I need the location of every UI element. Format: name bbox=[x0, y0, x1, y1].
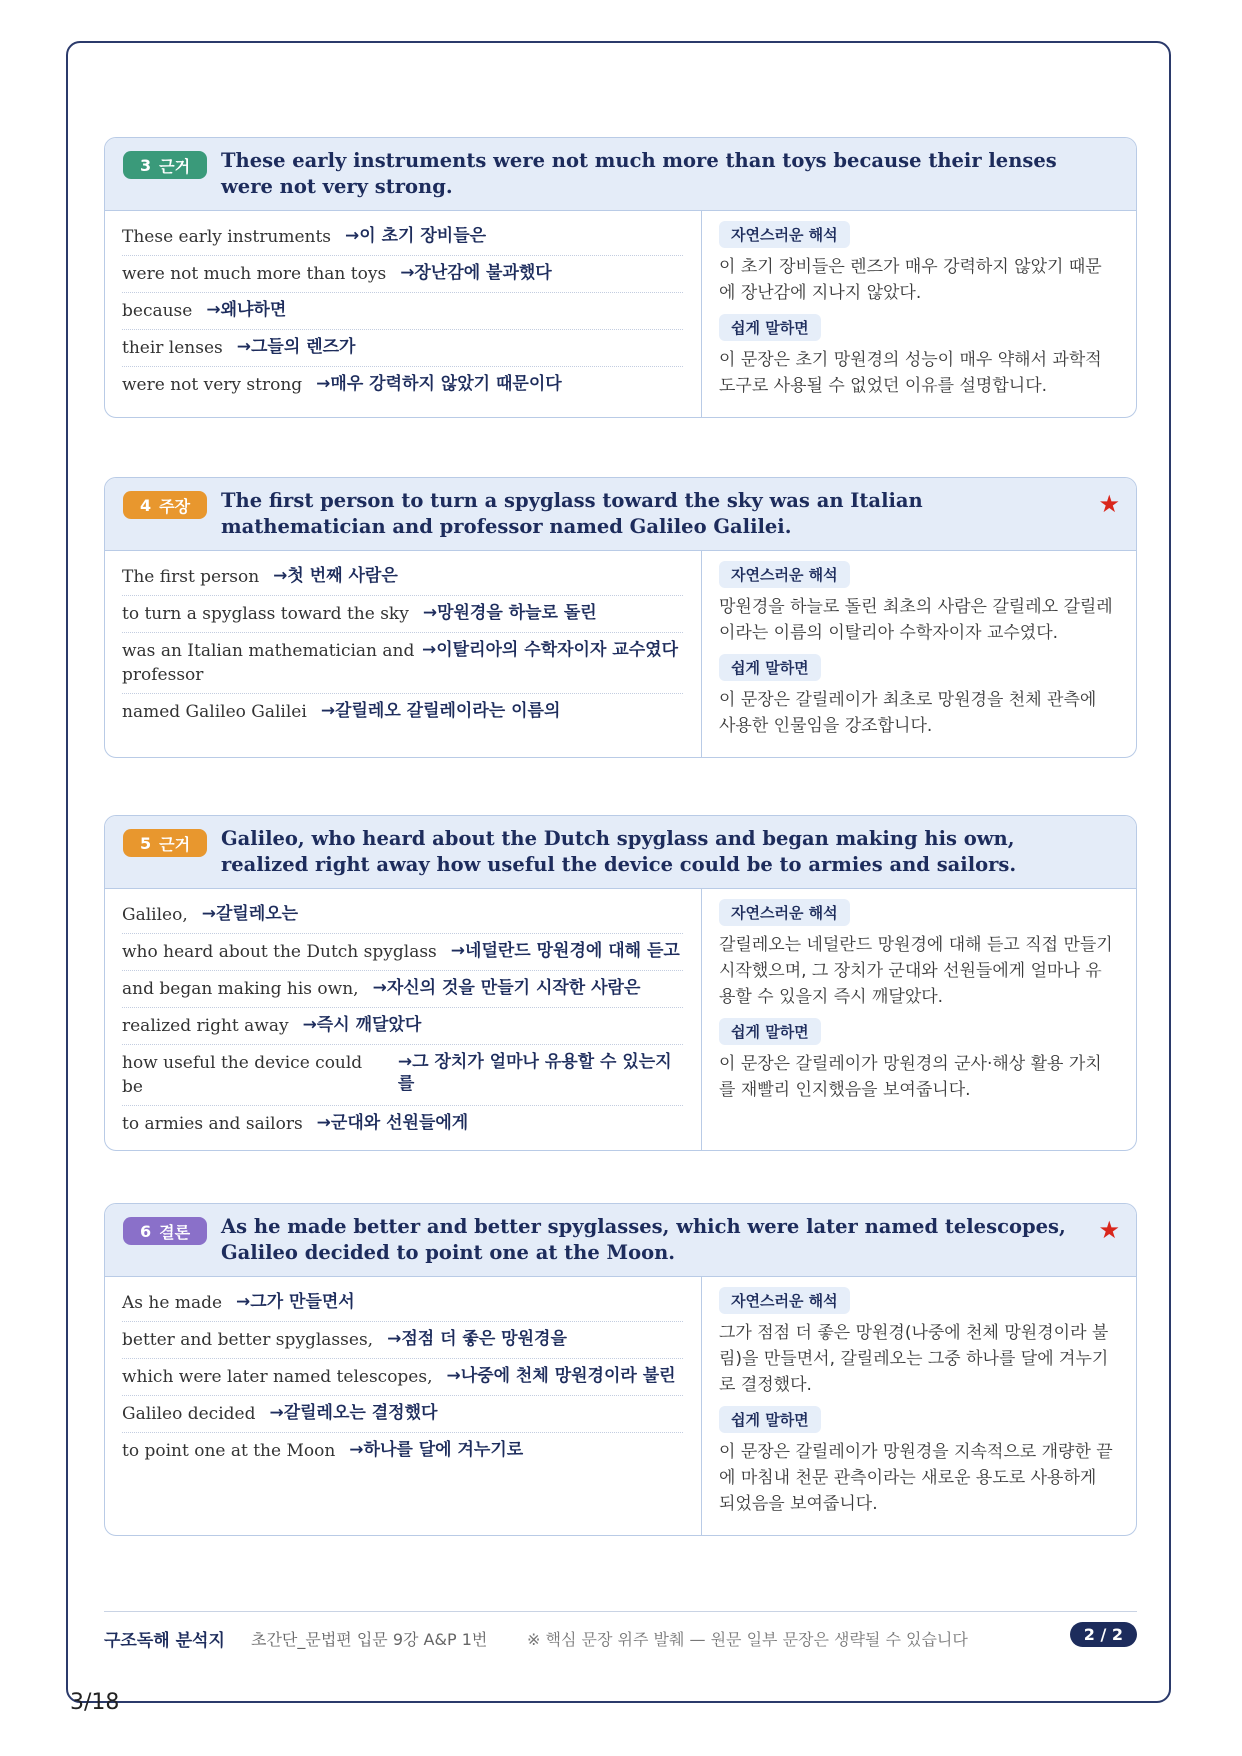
star-icon: ★ bbox=[1098, 490, 1120, 518]
viewer-page-number: 3/18 bbox=[70, 1690, 120, 1715]
chunk-row bbox=[122, 934, 683, 971]
natural-label: 자연스러운 해석 bbox=[719, 899, 850, 926]
chunk-ko: →매우 강력하지 않았기 때문이다 bbox=[316, 374, 562, 394]
sentence-badge bbox=[123, 491, 207, 519]
natural-translation: 그가 점점 더 좋은 망원경(나중에 천체 망원경이라 불림)을 만들면서, 갈릴레오는 그중 하나를 달에 겨누기로 결정했다. bbox=[719, 1323, 1109, 1395]
chunk-en: Galileo, bbox=[122, 905, 188, 925]
translation-panel bbox=[702, 211, 1136, 417]
badge-number: 6 bbox=[139, 1221, 152, 1241]
chunk-list bbox=[105, 889, 702, 1150]
sentence-card-6 bbox=[104, 1203, 1137, 1536]
easy-label: 쉽게 말하면 bbox=[719, 1018, 821, 1045]
chunk-en: were not very strong bbox=[122, 375, 303, 395]
chunk-row bbox=[122, 596, 683, 633]
chunk-row bbox=[122, 1106, 683, 1142]
chunk-row bbox=[122, 1008, 683, 1045]
sentence-text: These early instruments were not much more than toys because their lenses were not very strong. bbox=[221, 149, 1057, 198]
chunk-row bbox=[122, 559, 683, 596]
chunk-row bbox=[122, 256, 683, 293]
chunk-en: to turn a spyglass toward the sky bbox=[122, 604, 409, 624]
chunk-row bbox=[122, 1396, 683, 1433]
chunk-ko: →이탈리아의 수학자이자 교수였다 bbox=[422, 640, 678, 660]
chunk-en: their lenses bbox=[122, 338, 223, 358]
card-header bbox=[105, 478, 1136, 551]
sentence-badge bbox=[123, 1217, 207, 1245]
chunk-en: who heard about the Dutch spyglass bbox=[122, 942, 437, 962]
chunk-row bbox=[122, 1322, 683, 1359]
easy-explanation: 이 문장은 갈릴레이가 망원경을 지속적으로 개량한 끝에 마침내 천문 관측이라는 새로운 용도로 사용하게 되었음을 보여줍니다. bbox=[719, 1442, 1113, 1514]
chunk-row bbox=[122, 219, 683, 256]
badge-kind: 결론 bbox=[159, 1222, 191, 1242]
chunk-row bbox=[122, 694, 683, 730]
easy-explanation: 이 문장은 갈릴레이가 망원경의 군사·해상 활용 가치를 재빨리 인지했음을 보여줍니다. bbox=[719, 1054, 1102, 1100]
chunk-row bbox=[122, 1433, 683, 1469]
badge-number: 3 bbox=[139, 155, 152, 175]
chunk-en: As he made bbox=[122, 1293, 223, 1313]
chunk-ko: →자신의 것을 만들기 시작한 사람은 bbox=[372, 978, 641, 998]
chunk-en: better and better spyglasses, bbox=[122, 1330, 374, 1350]
sentence-badge bbox=[123, 829, 207, 857]
footer-source: 초간단_문법편 입문 9강 A&P 1번 bbox=[251, 1630, 488, 1649]
chunk-row bbox=[122, 293, 683, 330]
chunk-en: realized right away bbox=[122, 1016, 289, 1036]
chunk-ko: →즉시 깨달았다 bbox=[302, 1015, 422, 1035]
chunk-row bbox=[122, 330, 683, 367]
easy-explanation: 이 문장은 초기 망원경의 성능이 매우 약해서 과학적 도구로 사용될 수 없었던 이유를 설명합니다. bbox=[719, 350, 1102, 396]
natural-label: 자연스러운 해석 bbox=[719, 1287, 850, 1314]
chunk-row bbox=[122, 971, 683, 1008]
page-indicator: 2 / 2 bbox=[1070, 1622, 1137, 1647]
easy-label: 쉽게 말하면 bbox=[719, 654, 821, 681]
chunk-row bbox=[122, 633, 683, 694]
chunk-ko: →점점 더 좋은 망원경을 bbox=[387, 1329, 567, 1349]
natural-label: 자연스러운 해석 bbox=[719, 561, 850, 588]
card-header bbox=[105, 138, 1136, 211]
chunk-en: to armies and sailors bbox=[122, 1114, 303, 1134]
chunk-en: and began making his own, bbox=[122, 979, 359, 999]
chunk-row bbox=[122, 1359, 683, 1396]
translation-panel bbox=[702, 551, 1136, 757]
easy-explanation: 이 문장은 갈릴레이가 최초로 망원경을 천체 관측에 사용한 인물임을 강조합니다. bbox=[719, 690, 1097, 736]
card-header bbox=[105, 816, 1136, 889]
chunk-ko: →나중에 천체 망원경이라 불린 bbox=[446, 1366, 676, 1386]
badge-kind: 주장 bbox=[159, 496, 191, 516]
sentence-text: Galileo, who heard about the Dutch spyglass and began making his own, realized right away how useful the device could be to armies and sailors. bbox=[221, 827, 1017, 876]
chunk-ko: →갈릴레오 갈릴레이라는 이름의 bbox=[320, 701, 561, 721]
sentence-card-4 bbox=[104, 477, 1137, 758]
sentence-text: As he made better and better spyglasses, which were later named telescopes, Galileo decided to point one at the Moon. bbox=[221, 1215, 1066, 1264]
chunk-ko: →네덜란드 망원경에 대해 듣고 bbox=[450, 941, 680, 961]
natural-translation: 갈릴레오는 네덜란드 망원경에 대해 듣고 직접 만들기 시작했으며, 그 장치가 군대와 선원들에게 얼마나 유용할 수 있을지 즉시 깨달았다. bbox=[719, 935, 1113, 1007]
natural-translation: 이 초기 장비들은 렌즈가 매우 강력하지 않았기 때문에 장난감에 지나지 않았다. bbox=[719, 257, 1102, 303]
star-icon: ★ bbox=[1098, 1216, 1120, 1244]
chunk-en: named Galileo Galilei bbox=[122, 702, 307, 722]
easy-label: 쉽게 말하면 bbox=[719, 314, 821, 341]
chunk-en: which were later named telescopes, bbox=[122, 1367, 433, 1387]
chunk-list bbox=[105, 211, 702, 417]
translation-panel bbox=[702, 889, 1136, 1150]
page-footer bbox=[104, 1611, 1137, 1651]
chunk-row bbox=[122, 367, 683, 403]
chunk-ko: →장난감에 불과했다 bbox=[400, 263, 552, 283]
chunk-en: Galileo decided bbox=[122, 1404, 256, 1424]
chunk-en: how useful the device could be bbox=[122, 1053, 363, 1097]
easy-label: 쉽게 말하면 bbox=[719, 1406, 821, 1433]
chunk-ko: →그 장치가 얼마나 유용할 수 있는지를 bbox=[397, 1052, 672, 1094]
chunk-ko: →망원경을 하늘로 돌린 bbox=[422, 603, 597, 623]
chunk-ko: →군대와 선원들에게 bbox=[316, 1113, 469, 1133]
chunk-row bbox=[122, 897, 683, 934]
footer-note: ※ 핵심 문장 위주 발췌 — 원문 일부 문장은 생략될 수 있습니다 bbox=[527, 1630, 968, 1649]
chunk-list bbox=[105, 1277, 702, 1535]
chunk-en: These early instruments bbox=[122, 227, 332, 247]
sentence-badge bbox=[123, 151, 207, 179]
chunk-ko: →첫 번째 사람은 bbox=[273, 566, 398, 586]
chunk-ko: →왜냐하면 bbox=[206, 300, 287, 320]
chunk-ko: →갈릴레오는 bbox=[201, 904, 299, 924]
footer-title: 구조독해 분석지 bbox=[104, 1631, 225, 1651]
card-header bbox=[105, 1204, 1136, 1277]
chunk-ko: →그가 만들면서 bbox=[236, 1292, 355, 1312]
sentence-text: The first person to turn a spyglass toward the sky was an Italian mathematician and professor named Galileo Galilei. bbox=[221, 489, 923, 538]
natural-translation: 망원경을 하늘로 돌린 최초의 사람은 갈릴레오 갈릴레이라는 이름의 이탈리아 수학자이자 교수였다. bbox=[719, 597, 1113, 643]
chunk-row bbox=[122, 1045, 683, 1106]
translation-panel bbox=[702, 1277, 1136, 1535]
chunk-en: The first person bbox=[122, 567, 260, 587]
badge-number: 5 bbox=[139, 833, 152, 853]
chunk-ko: →하나를 달에 겨누기로 bbox=[349, 1440, 524, 1460]
chunk-ko: →이 초기 장비들은 bbox=[345, 226, 487, 246]
chunk-row bbox=[122, 1285, 683, 1322]
chunk-en: because bbox=[122, 301, 193, 321]
natural-label: 자연스러운 해석 bbox=[719, 221, 850, 248]
chunk-en: was an Italian mathematician and professor bbox=[122, 641, 415, 685]
sentence-card-5 bbox=[104, 815, 1137, 1151]
sentence-card-3 bbox=[104, 137, 1137, 418]
badge-number: 4 bbox=[139, 495, 152, 515]
chunk-en: were not much more than toys bbox=[122, 264, 387, 284]
chunk-ko: →그들의 렌즈가 bbox=[236, 337, 356, 357]
chunk-ko: →갈릴레오는 결정했다 bbox=[269, 1403, 438, 1423]
chunk-en: to point one at the Moon bbox=[122, 1441, 336, 1461]
badge-kind: 근거 bbox=[159, 156, 191, 176]
badge-kind: 근거 bbox=[159, 834, 191, 854]
chunk-list bbox=[105, 551, 702, 757]
